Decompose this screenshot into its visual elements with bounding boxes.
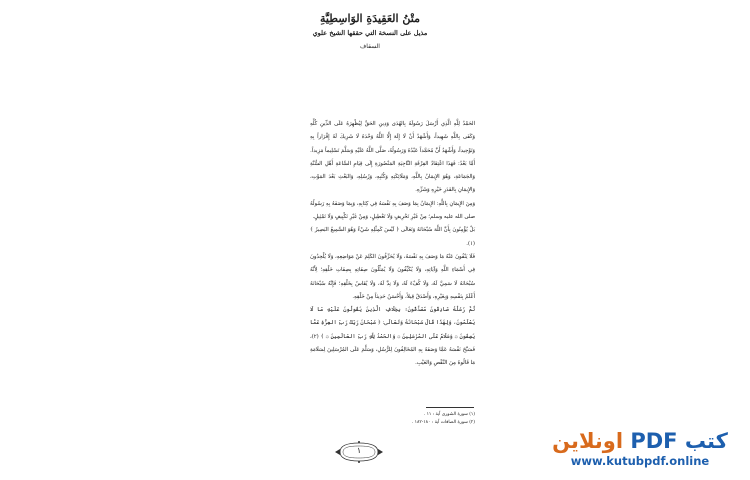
body-paragraph: ثُمَّ رُسُلُهُ صَادِقُونَ مُصَدَّقُونَ؛ بِخِلَافِ الَّذِينَ يَقُولُونَ عَلَيْهِ مَا لَا يَعْلَمُونَ، وَلِهَذَا قَالَ سُبْحَانَهُ وَتَعَالَى: ﴿ سُبْحَانَ رَبِّكَ رَبِّ العِزَّةِ عَمَّا يَصِفُونَ ۞ وَسَلَامٌ عَلَى المُرْسَلِينَ ۞ وَالحَمْدُ لِلَّهِ رَبِّ العَالَمِينَ ۞ ﴾ (٢)، فَسَبَّحَ نَفْسَهُ عَمَّا وَصَفَهُ بِهِ المُخَالِفُونَ لِلرُّسُلِ، وَسَلَّمَ عَلَى المُرْسَلِينَ لِسَلَامَةِ مَا قَالُوهُ مِنَ النَّقْصِ وَالعَيْبِ.: [310, 307, 475, 367]
watermark: [540, 428, 740, 469]
book-subtitle: مذيل على النسخة التي حققها الشيخ علوي: [312, 29, 428, 37]
watermark-url: www.kutubpdf.online: [570, 454, 710, 468]
body-paragraph: الحَمْدُ لِلَّهِ الَّذِي أَرْسَلَ رَسُولَهُ بِالهُدَى وَدِينِ الحَقِّ لِيُظْهِرَهُ عَلَى الدِّينِ كُلِّهِ وَكَفَى بِاللَّهِ شَهِيداً، وَأَشْهَدُ أَنْ لَا إِلَهَ إِلَّا اللَّهُ وَحْدَهُ لَا شَرِيكَ لَهُ إِقْرَاراً بِهِ وَتَوْحِيداً، وَأَشْهَدُ أَنَّ مُحَمَّداً عَبْدُهُ وَرَسُولُهُ، صَلَّى اللَّهُ عَلَيْهِ وَسَلَّمَ تَسْلِيماً مَزِيداً.: [310, 121, 475, 154]
watermark-brand-part2: اونلاين: [552, 429, 624, 453]
watermark-brand-part1: كتب PDF: [630, 429, 728, 453]
footnote-1: (١) سورة الشورى آية : ١١ .: [423, 412, 475, 417]
footnote-divider: [426, 407, 474, 408]
body-paragraph: وَمِنَ الإِيمَانِ بِاللَّهِ: الإِيمَانُ بِمَا وَصَفَ بِهِ نَفْسَهُ فِي كِتَابِهِ، وَبِمَا وَصَفَهُ بِهِ رَسُولُهُ صلى الله عليه وسلم؛ مِنْ غَيْرِ تَحْرِيفٍ وَلَا تَعْطِيلٍ، وَمِنْ غَيْرِ تَكْيِيفٍ وَلَا تَمْثِيلٍ.: [310, 200, 475, 221]
body-text: [310, 118, 475, 371]
footnote-2: (٢) سورة الصافات آية : ١٨٠-١٨٢ .: [411, 420, 475, 425]
body-paragraph: فَلَا يَنْفُونَ عَنْهُ مَا وَصَفَ بِهِ نَفْسَهُ، وَلَا يُحَرِّفُونَ الكَلِمَ عَنْ مَوَاضِعِهِ، وَلَا يُلْحِدُونَ فِي أَسْمَاءِ اللَّهِ وَآيَاتِهِ، وَلَا يُكَيِّفُونَ وَلَا يُمَثِّلُونَ صِفَاتِهِ بِصِفَاتِ خَلْقِهِ؛ لِأَنَّهُ سُبْحَانَهُ لَا سَمِيَّ لَهُ، وَلَا كُفْءَ لَهُ، وَلَا نِدَّ لَهُ، وَلَا يُقَاسُ بِخَلْقِهِ؛ فَإِنَّهُ سُبْحَانَهُ أَعْلَمُ بِنَفْسِهِ وَبِغَيْرِهِ، وَأَصْدَقُ قِيلاً، وَأَحْسَنُ حَدِيثاً مِنْ خَلْقِهِ.: [310, 253, 475, 300]
body-paragraph: بَلْ يُؤْمِنُونَ بِأَنَّ اللَّهَ سُبْحَانَهُ وَتَعَالَى ﴿ لَيْسَ كَمِثْلِهِ شَيْءٌ وَهُوَ السَّمِيعُ البَصِيرُ ﴾ (١).: [310, 227, 475, 247]
book-title: متْنُ العَقِيدَةِ الوَاسِطِيَّةِ: [320, 12, 420, 25]
body-paragraph: أَمَّا بَعْدُ: فَهَذَا اعْتِقَادُ الفِرْقَةِ النَّاجِيَةِ المَنْصُورَةِ إِلَى قِيَامِ السَّاعَةِ أَهْلِ السُّنَّةِ وَالجَمَاعَةِ، وَهُوَ الإِيمَانُ بِاللَّهِ، وَمَلَائِكَتِهِ وَكُتُبِهِ، وَرُسُلِهِ، وَالبَعْثِ بَعْدَ المَوْتِ، وَالإِيمَانِ بِالقَدَرِ خَيْرِهِ وَشَرِّهِ.: [310, 160, 475, 194]
page-number: ١: [356, 446, 362, 455]
page-header: [300, 12, 440, 51]
watermark-brand: [540, 428, 740, 454]
footnotes: [310, 411, 475, 427]
book-author: السقاف: [360, 43, 380, 50]
page-number-ornament: [334, 440, 384, 464]
